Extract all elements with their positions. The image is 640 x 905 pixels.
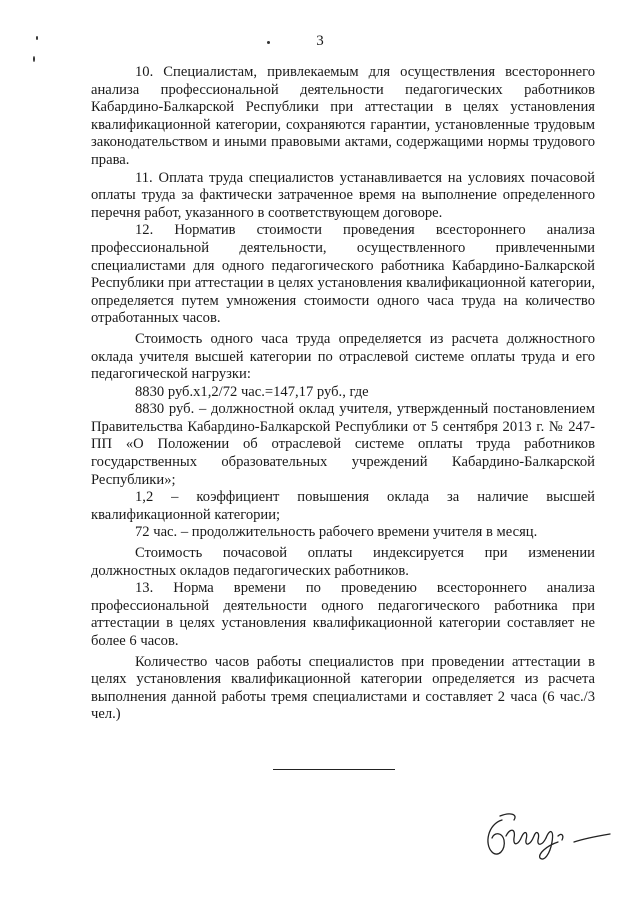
- coefficient-definition: 1,2 – коэффициент повышения оклада за наличие высшей квалификационной категории;: [91, 489, 595, 523]
- hours-definition: 72 час. – продолжительность рабочего времени учителя в месяц.: [135, 524, 538, 541]
- hourly-cost-paragraph: Стоимость одного часа труда определяется из расчета должностного оклада учителя высшей категории по отраслевой системе оплаты труда и его педагогической нагрузки:: [91, 330, 595, 383]
- page-number: 3: [316, 33, 324, 49]
- paragraph-13: 13. Норма времени по проведению всестороннего анализа профессиональной деятельности одного педагогического работника при аттестации в целях установления квалификационной категории составляет не более 6 часов.: [91, 580, 595, 649]
- salary-definition: 8830 руб. – должностной оклад учителя, утвержденный постановлением Правительства Кабардино-Балкарской Республики от 5 сентября 2013 г. № 247-ПП «О Положении об отраслевой системе оплаты труда работников государственных образовательных учреждений Кабардино-Балкарской Республики»;: [91, 401, 595, 488]
- document-body: [91, 64, 595, 724]
- calculation-formula: 8830 руб.х1,2/72 час.=147,17 руб., где: [135, 383, 369, 400]
- paragraph-10: 10. Специалистам, привлекаемым для осуществления всестороннего анализа профессиональной деятельности педагогических работников Кабардино-Балкарской Республики при аттестации в целях установления квалификационной категории, сохраняются гарантии, установленные трудовым законодательством и иными правовыми актами, содержащими нормы трудового права.: [91, 64, 595, 168]
- end-divider-line: [273, 769, 395, 770]
- specialist-hours-paragraph: Количество часов работы специалистов при проведении аттестации в целях установления квалификационной категории определяется из расчета выполнения данной работы тремя специалистами и составляет 2 часа (6 час./3 чел.): [91, 653, 595, 723]
- handwritten-signature: [480, 806, 612, 866]
- paragraph-11: 11. Оплата труда специалистов устанавливается на условиях почасовой оплаты труда за фактически затраченное время на выполнение определенного перечня работ, указанного в соответствующем договоре.: [91, 169, 595, 221]
- scan-speck: [33, 56, 35, 62]
- indexation-paragraph: Стоимость почасовой оплаты индексируется при изменении должностных окладов педагогических работников.: [91, 545, 595, 579]
- paragraph-12: 12. Норматив стоимости проведения всестороннего анализа профессиональной деятельности, осуществленного привлеченными специалистами для одного педагогического работника Кабардино-Балкарской Республики при аттестации в целях установления квалификационной категории, определяется путем умножения стоимости одного часа труда на количество отработанных часов.: [91, 222, 595, 327]
